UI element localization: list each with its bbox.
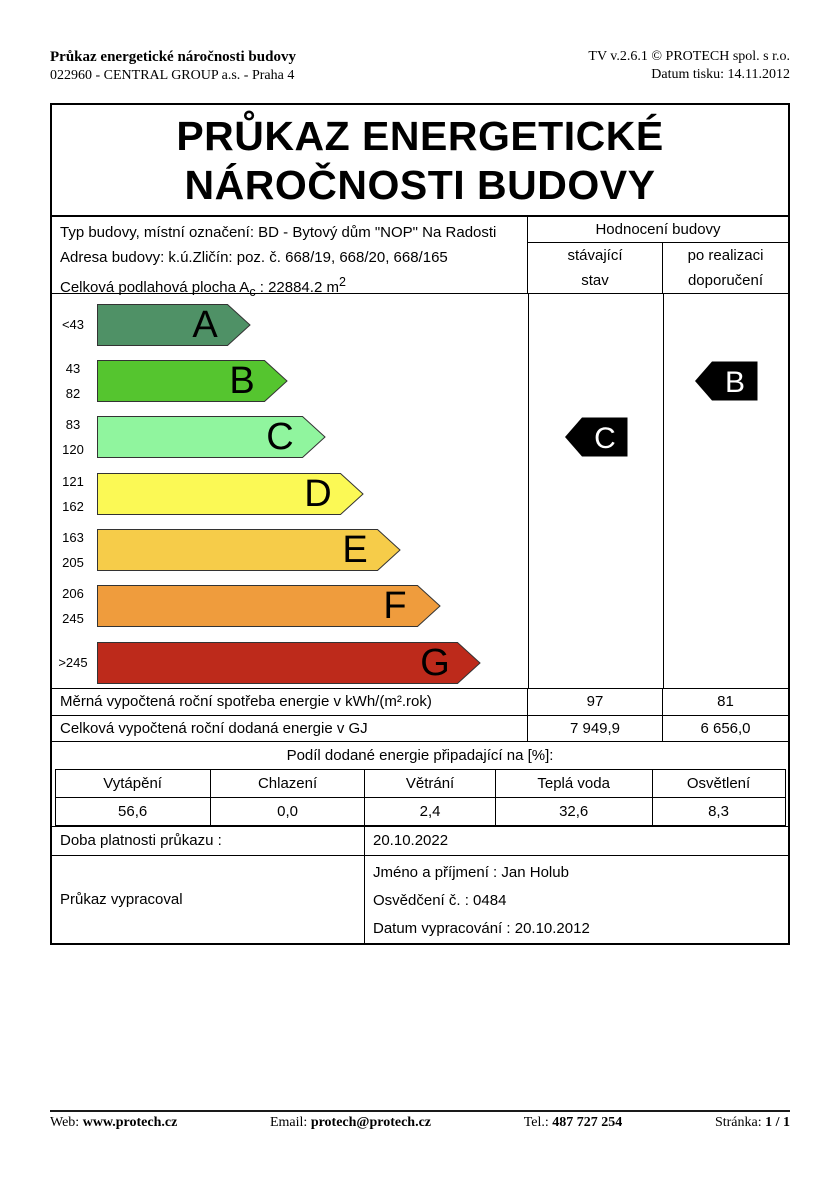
certificate-title-line1: PRŮKAZ ENERGETICKÉ	[176, 113, 664, 159]
page-footer	[50, 1110, 790, 1131]
result-current-value: 97	[528, 689, 663, 715]
software-version: TV v.2.6.1 © PROTECH spol. s r.o.	[588, 49, 790, 64]
band-arrow-bar	[97, 416, 327, 458]
print-date: Datum tisku: 14.11.2012	[651, 67, 790, 82]
energy-scale-chart	[52, 294, 788, 689]
band-range-label: 83 120	[62, 417, 84, 458]
column-divider	[663, 294, 664, 688]
result-label: Měrná vypočtená roční spotřeba energie v kWh/(m².rok)	[52, 689, 528, 715]
page-header-right	[588, 48, 790, 85]
share-header: Osvětlení	[686, 775, 751, 792]
share-value: 32,6	[496, 798, 653, 825]
footer-email: Email: protech@protech.cz	[269, 1115, 432, 1130]
rating-columns-header	[528, 217, 788, 293]
result-recommended-value: 6 656,0	[700, 720, 751, 737]
band-arrow-bar	[97, 360, 289, 402]
energy-share-header-row	[56, 770, 785, 798]
document-subtitle: 022960 - CENTRAL GROUP a.s. - Praha 4	[50, 68, 295, 83]
band-letter: F	[383, 585, 407, 628]
band-range-label: 206 245	[62, 586, 84, 627]
band-arrow-bar	[97, 642, 482, 684]
band-range-label: >245	[58, 655, 88, 671]
building-address: Adresa budovy: k.ú.Zličín: poz. č. 668/19, 668/20, 668/165	[60, 248, 448, 266]
author-date: Datum vypracování : 20.10.2012	[373, 920, 590, 937]
building-type: Typ budovy, místní označení: BD - Bytový dům "NOP" Na Radosti	[60, 223, 497, 241]
author-name: Jméno a příjmení : Jan Holub	[373, 864, 569, 881]
energy-share-title: Podíl dodané energie připadající na [%]:	[286, 747, 554, 764]
band-range-label: 43 82	[65, 361, 81, 402]
result-row-total-energy	[52, 716, 788, 742]
result-row-specific-consumption	[52, 689, 788, 716]
band-letter: B	[229, 360, 255, 403]
result-recommended-value: 81	[717, 693, 734, 710]
floor-area: Celková podlahová plocha $A_c$ : 22884.2 $m^2$	[60, 274, 346, 299]
band-range-label: 163 205	[62, 529, 84, 570]
certificate-title-line2: NÁROČNOSTI BUDOVY	[184, 162, 656, 208]
building-info	[52, 217, 528, 299]
document-title: Průkaz energetické náročnosti budovy	[50, 49, 296, 65]
band-letter: G	[420, 641, 450, 684]
band-range-label: <43	[61, 317, 85, 333]
band-arrow-bar	[97, 473, 365, 515]
page-header	[50, 48, 790, 85]
band-letter: C	[266, 416, 294, 459]
column-recommended: po realizaci doporučení	[687, 246, 764, 289]
column-current-state: stávající stav	[528, 243, 663, 293]
band-letter: D	[304, 472, 332, 515]
validity-row	[52, 827, 788, 856]
band-letter: A	[192, 303, 218, 346]
author-certificate-number: Osvědčení č. : 0484	[373, 892, 507, 909]
validity-value: 20.10.2022	[373, 832, 449, 849]
share-header: Chlazení	[211, 770, 366, 797]
energy-share-section	[52, 742, 788, 827]
rating-arrow-recommended	[695, 361, 758, 401]
author-details	[365, 856, 788, 943]
share-header: Vytápění	[56, 770, 211, 797]
certificate-frame	[50, 103, 790, 945]
band-arrow-bar	[97, 585, 442, 627]
column-divider	[528, 294, 529, 688]
certificate-title	[52, 105, 788, 217]
energy-share-table	[55, 769, 786, 826]
band-range-label: 121 162	[62, 473, 84, 514]
footer-web: Web: www.protech.cz	[50, 1115, 178, 1130]
share-header: Teplá voda	[496, 770, 653, 797]
author-row	[52, 856, 788, 943]
footer-page-number: Stránka: 1 / 1	[714, 1115, 790, 1130]
band-arrow-bar	[97, 529, 402, 571]
rating-header: Hodnocení budovy	[528, 217, 788, 243]
rating-arrow-current	[565, 417, 628, 457]
result-current-value: 7 949,9	[528, 716, 663, 741]
share-value: 0,0	[211, 798, 366, 825]
energy-share-value-row	[56, 798, 785, 825]
validity-label: Doba platnosti průkazu :	[52, 827, 365, 855]
author-label: Průkaz vypracoval	[52, 856, 365, 943]
share-header: Větrání	[365, 770, 495, 797]
share-value: 2,4	[365, 798, 495, 825]
rating-letter: C	[593, 422, 616, 456]
share-value: 56,6	[56, 798, 211, 825]
footer-phone: Tel.: 487 727 254	[523, 1115, 623, 1130]
rating-letter: B	[724, 366, 745, 400]
page-header-left	[50, 48, 296, 85]
share-value: 8,3	[708, 803, 729, 820]
band-arrow-bar	[97, 304, 252, 346]
result-label: Celková vypočtená roční dodaná energie v GJ	[52, 716, 528, 741]
building-info-section	[52, 217, 788, 299]
band-letter: E	[342, 528, 368, 571]
